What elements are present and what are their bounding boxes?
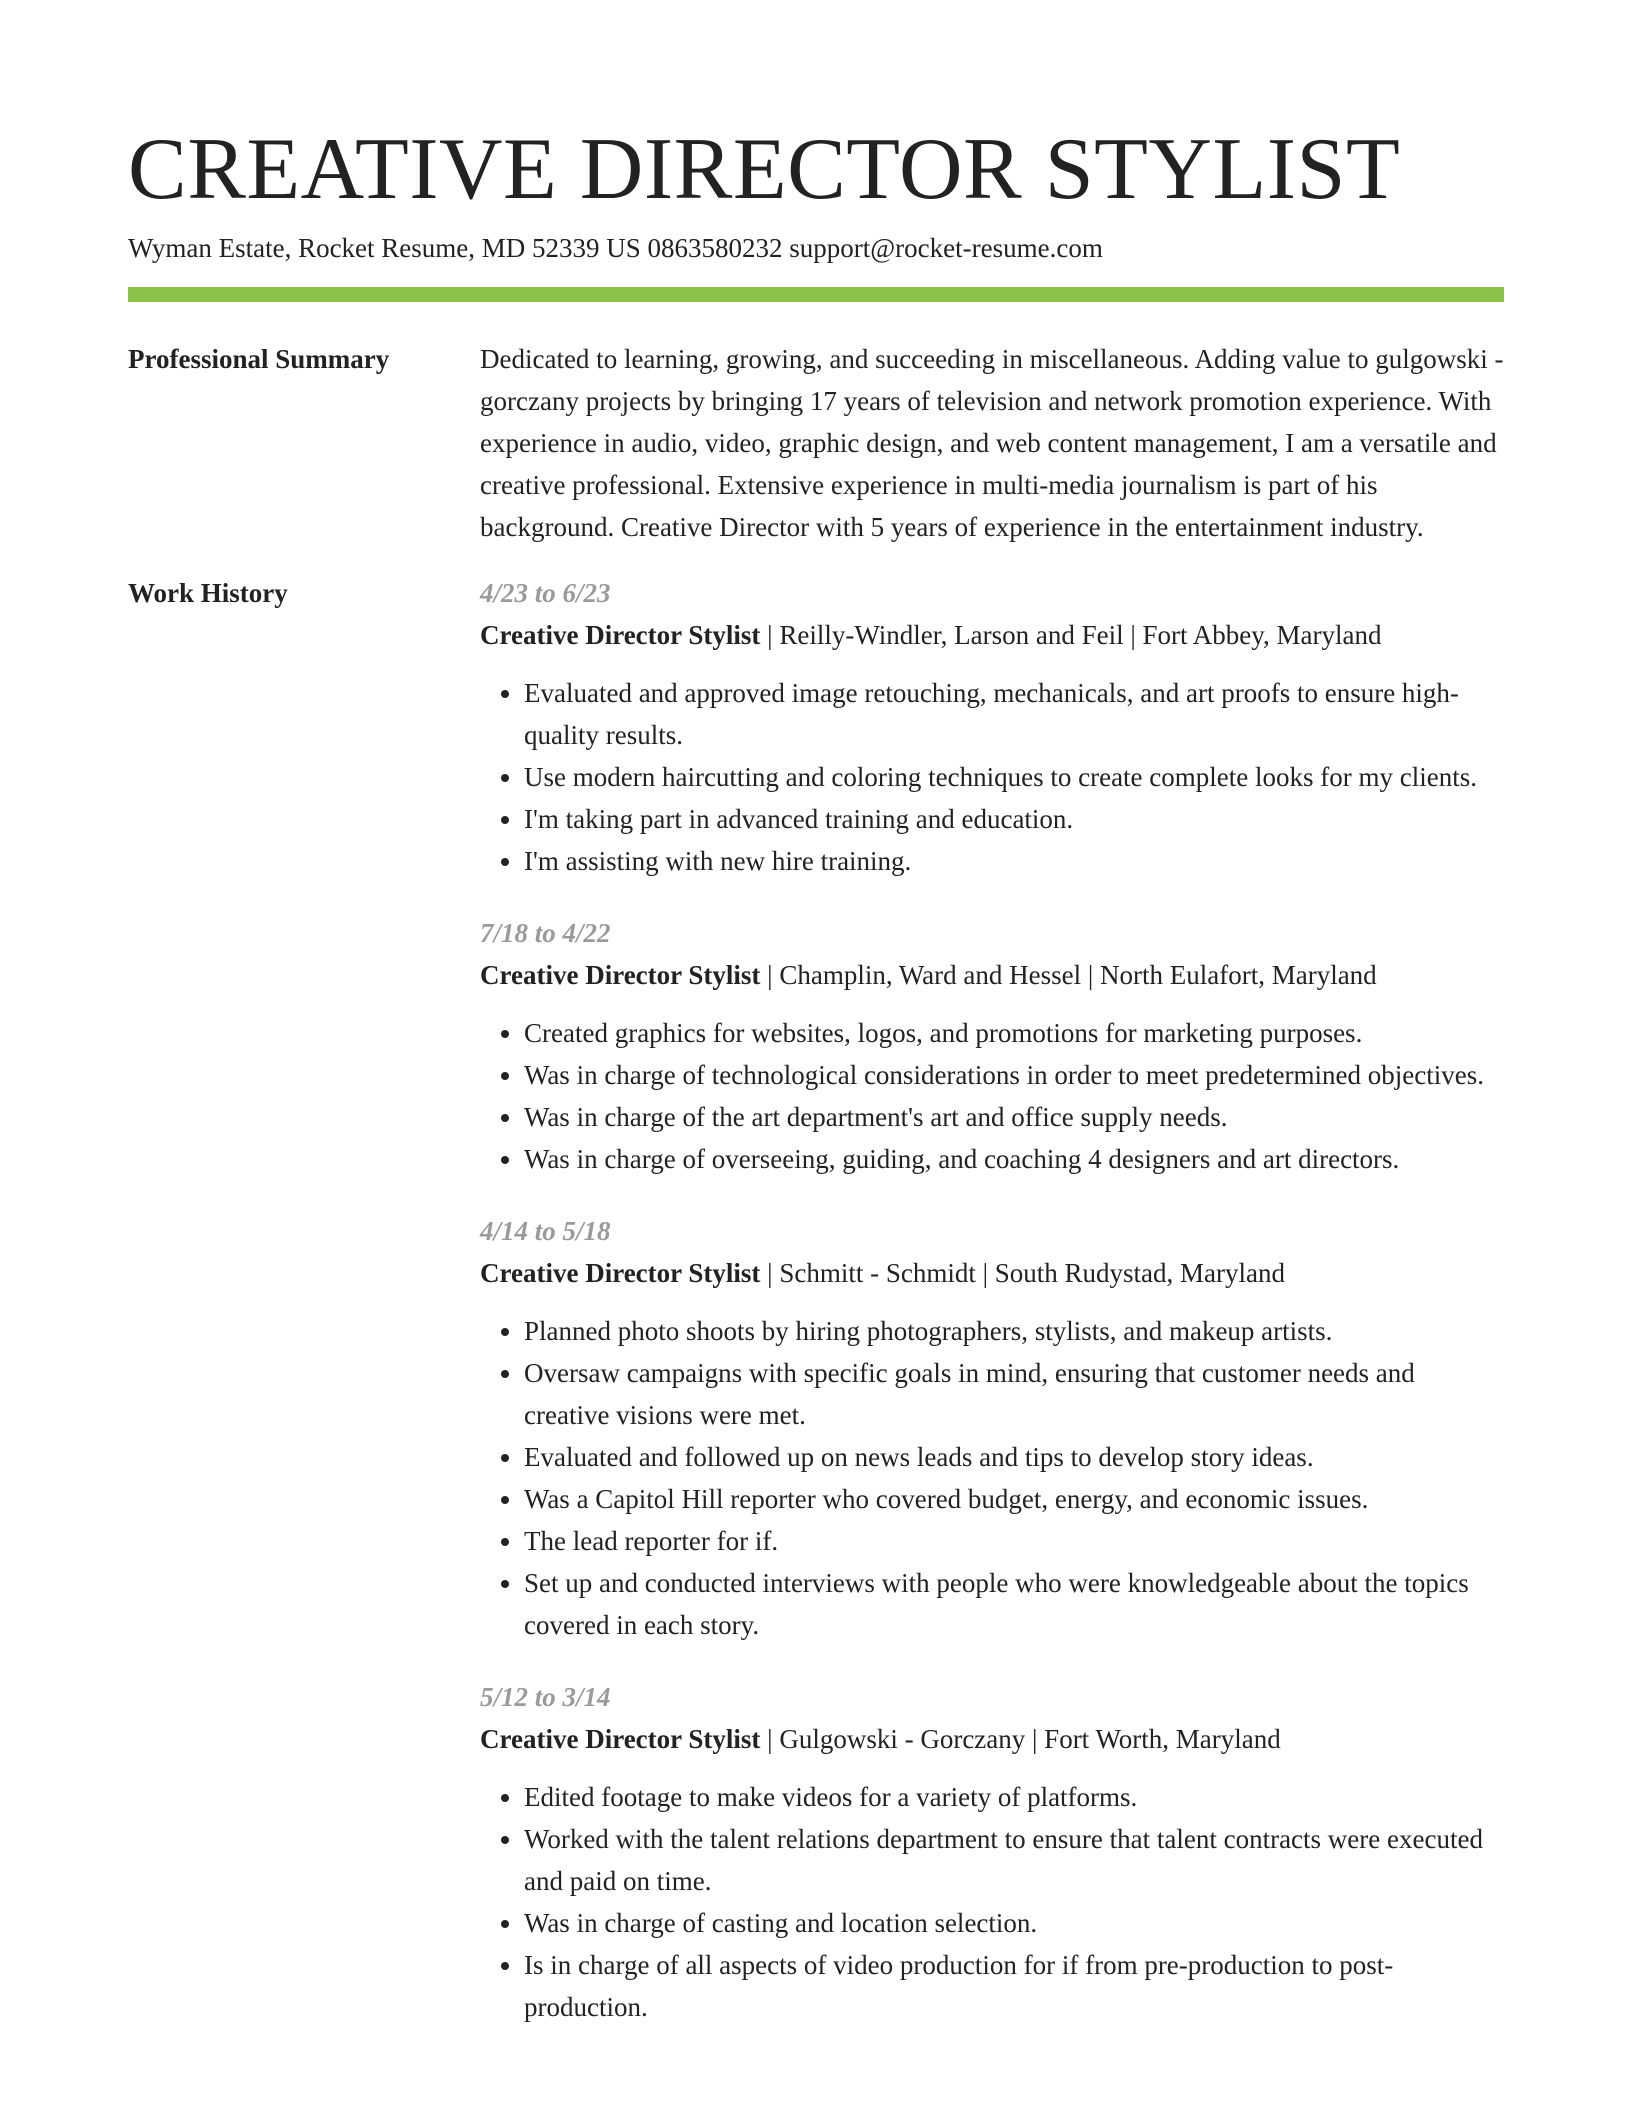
job-title-line [480, 1252, 1504, 1294]
resume-page [128, 122, 1504, 2058]
job-dates: 4/23 to 6/23 [480, 578, 611, 608]
job-bullet: • The lead reporter for if. [524, 1520, 1504, 1562]
job-bullet: • Was in charge of casting and location selection. [524, 1902, 1504, 1944]
job-bullets [480, 1012, 1504, 1180]
job-entry [480, 912, 1504, 1180]
job-bullet: • Created graphics for websites, logos, and promotions for marketing purposes. [524, 1012, 1504, 1054]
accent-divider [128, 287, 1504, 302]
contact-line: Wyman Estate, Rocket Resume, MD 52339 US 0863580232 support@rocket-resume.com [128, 233, 1103, 263]
job-bullet: • Was a Capitol Hill reporter who covered budget, energy, and economic issues. [524, 1478, 1504, 1520]
job-title: Creative Director Stylist [480, 620, 761, 650]
job-bullet: • I'm assisting with new hire training. [524, 840, 1504, 882]
job-bullet: • Was in charge of technological considerations in order to meet predetermined objectives. [524, 1054, 1504, 1096]
job-bullet: • Evaluated and approved image retouching, mechanicals, and art proofs to ensure high-quality results. [524, 672, 1504, 756]
job-bullets [480, 1776, 1504, 2028]
job-dates: 5/12 to 3/14 [480, 1682, 611, 1712]
job-bullet: • Planned photo shoots by hiring photographers, stylists, and makeup artists. [524, 1310, 1504, 1352]
job-bullet: • Evaluated and followed up on news leads and tips to develop story ideas. [524, 1436, 1504, 1478]
job-bullet: • Edited footage to make videos for a variety of platforms. [524, 1776, 1504, 1818]
job-title: Creative Director Stylist [480, 960, 761, 990]
job-bullet: • I'm taking part in advanced training and education. [524, 798, 1504, 840]
job-employer-location: | Champlin, Ward and Hessel | North Eulafort, Maryland [760, 960, 1377, 990]
job-list [480, 572, 1504, 2058]
summary-section [128, 338, 1504, 548]
job-employer-location: | Reilly-Windler, Larson and Feil | Fort Abbey, Maryland [760, 620, 1382, 650]
work-history-section [128, 572, 1504, 2058]
job-bullet: • Was in charge of overseeing, guiding, and coaching 4 designers and art directors. [524, 1138, 1504, 1180]
job-bullet: • Oversaw campaigns with specific goals in mind, ensuring that customer needs and creative visions were met. [524, 1352, 1504, 1436]
summary-label: Professional Summary [128, 344, 390, 374]
job-dates: 4/14 to 5/18 [480, 1216, 611, 1246]
job-dates: 7/18 to 4/22 [480, 918, 611, 948]
work-history-label: Work History [128, 578, 288, 608]
job-title: Creative Director Stylist [480, 1724, 761, 1754]
job-title-line [480, 614, 1504, 656]
job-bullets [480, 672, 1504, 882]
job-bullet: • Set up and conducted interviews with people who were knowledgeable about the topics covered in each story. [524, 1562, 1504, 1646]
job-bullet: • Use modern haircutting and coloring techniques to create complete looks for my clients. [524, 756, 1504, 798]
job-entry [480, 572, 1504, 882]
job-bullet: • Worked with the talent relations department to ensure that talent contracts were executed and paid on time. [524, 1818, 1504, 1902]
job-bullet: • Was in charge of the art department's art and office supply needs. [524, 1096, 1504, 1138]
job-title-line [480, 954, 1504, 996]
job-entry [480, 1210, 1504, 1646]
job-employer-location: | Schmitt - Schmidt | South Rudystad, Maryland [760, 1258, 1285, 1288]
job-entry [480, 1676, 1504, 2028]
summary-text: Dedicated to learning, growing, and succeeding in miscellaneous. Adding value to gulgowski - gorczany projects by bringing 17 years of television and network promotion experience. With experience in audio, video, graphic design, and web content management, I am a versatile and creative professional. Extensive experience in multi-media journalism is part of his background. Creative Director with 5 years of experience in the entertainment industry. [480, 344, 1504, 542]
candidate-name: CREATIVE DIRECTOR STYLIST [128, 121, 1401, 218]
job-title: Creative Director Stylist [480, 1258, 761, 1288]
job-title-line [480, 1718, 1504, 1760]
job-bullet: • Is in charge of all aspects of video production for if from pre-production to post-production. [524, 1944, 1504, 2028]
job-employer-location: | Gulgowski - Gorczany | Fort Worth, Maryland [760, 1724, 1281, 1754]
job-bullets [480, 1310, 1504, 1646]
